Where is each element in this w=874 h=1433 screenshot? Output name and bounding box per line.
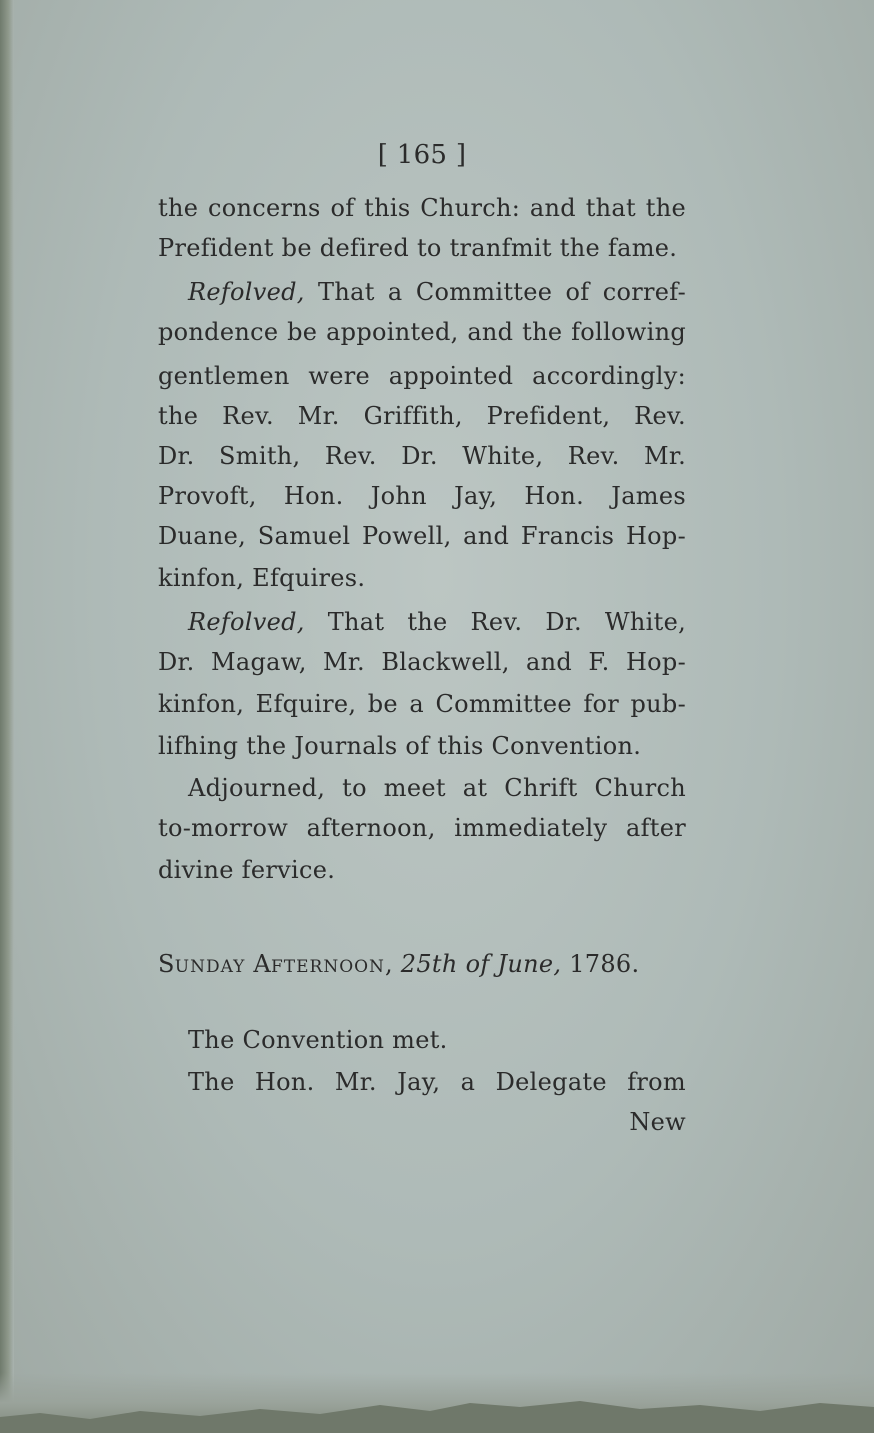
text-line: to-morrow afternoon, immediately after bbox=[158, 814, 686, 842]
resolution-paragraph-1 bbox=[158, 272, 686, 312]
text-line: Provoft, Hon. John Jay, Hon. James bbox=[158, 482, 686, 510]
text-line: kinfon, Efquire, be a Committee for pub- bbox=[158, 690, 686, 718]
text-line: the Rev. Mr. Griffith, Prefident, Rev. bbox=[158, 402, 686, 430]
text-line: lifhing the Journals of this Convention. bbox=[158, 732, 642, 760]
catchword: New bbox=[629, 1108, 686, 1136]
page-number: [ 165 ] bbox=[377, 140, 467, 170]
heading-year: 1786. bbox=[561, 950, 640, 978]
text-line: pondence be appointed, and the following bbox=[158, 318, 686, 346]
section-heading bbox=[158, 944, 686, 984]
torn-bottom-edge bbox=[0, 1383, 874, 1433]
resolution-paragraph-2 bbox=[158, 602, 686, 642]
heading-part: A bbox=[245, 950, 271, 978]
text-line: Dr. Smith, Rev. Dr. White, Rev. Mr. bbox=[158, 442, 686, 470]
text-fragment: That a Committee of corref- bbox=[304, 278, 686, 306]
text-line: gentlemen were appointed accordingly: bbox=[158, 362, 686, 390]
text-line: divine fervice. bbox=[158, 856, 336, 884]
resolved-italic: Refolved, bbox=[188, 608, 305, 636]
heading-part: , bbox=[384, 950, 401, 978]
page-gutter-shadow bbox=[0, 0, 14, 1433]
heading-part: S bbox=[158, 950, 175, 978]
heading-date: 25th of June, bbox=[400, 950, 562, 978]
text-line: Adjourned, to meet at Chrift Church bbox=[188, 774, 686, 802]
text-line: the concerns of this Church: and that the bbox=[158, 194, 686, 222]
heading-part: UNDAY bbox=[174, 957, 246, 977]
text-line: kinfon, Efquires. bbox=[158, 564, 366, 592]
text-line: The Convention met. bbox=[188, 1026, 448, 1054]
heading-part: FTERNOON bbox=[270, 957, 385, 977]
resolved-italic: Refolved, bbox=[188, 278, 305, 306]
text-line: The Hon. Mr. Jay, a Delegate from bbox=[188, 1068, 686, 1096]
text-fragment: That the Rev. Dr. White, bbox=[304, 608, 686, 636]
text-line: Dr. Magaw, Mr. Blackwell, and F. Hop- bbox=[158, 648, 686, 676]
text-line: Prefident be defired to tranfmit the fame. bbox=[158, 234, 678, 262]
text-line: Duane, Samuel Powell, and Francis Hop- bbox=[158, 522, 686, 550]
